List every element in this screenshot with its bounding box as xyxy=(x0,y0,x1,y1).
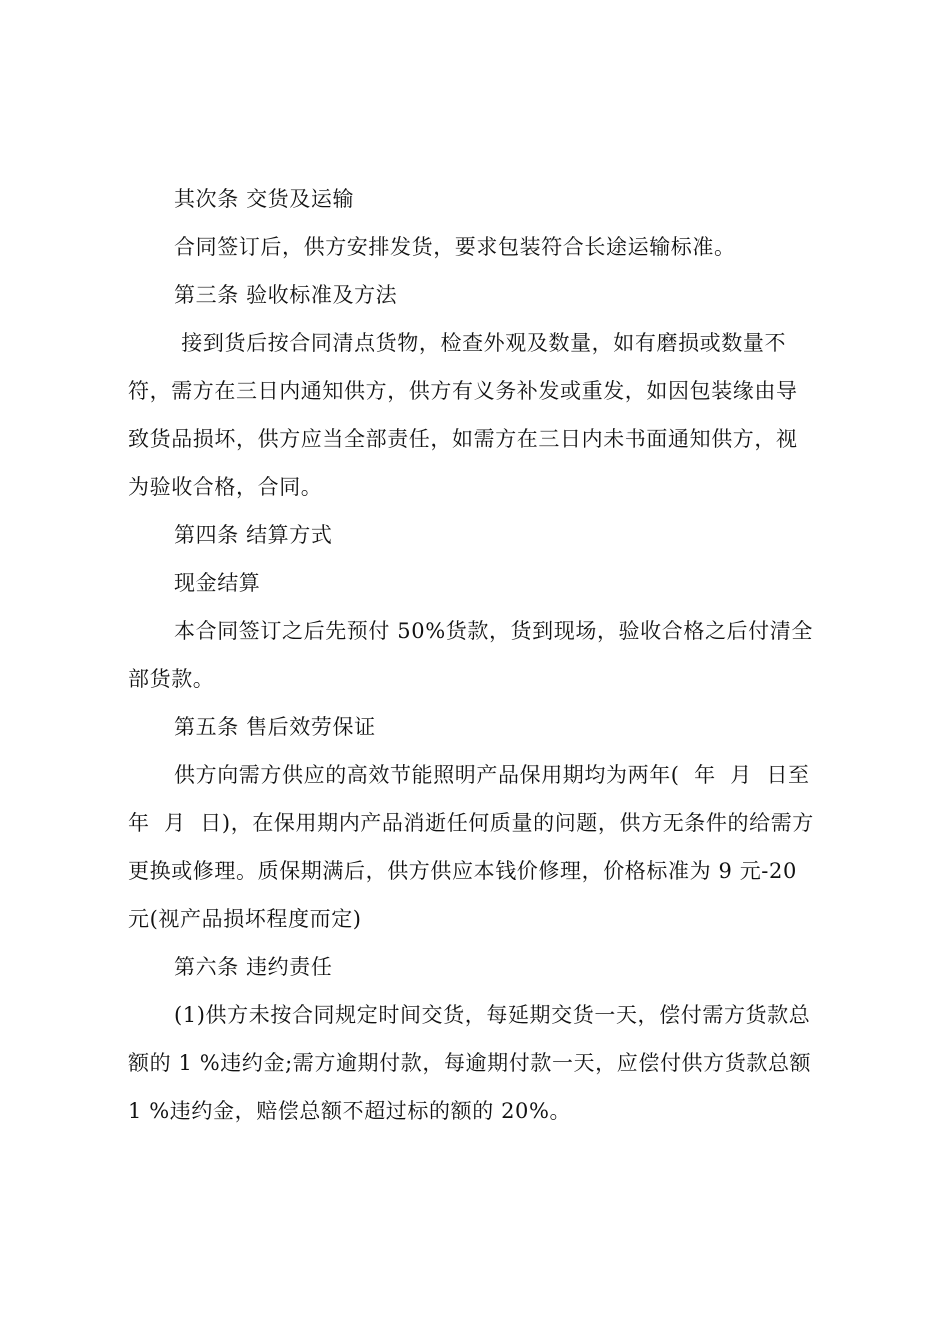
section-6-body-line-3: 1 %违约金，赔偿总额不超过标的额的 20%。 xyxy=(128,1099,572,1123)
section-4-body-line-2: 部货款。 xyxy=(128,667,215,691)
section-6-title: 第六条 违约责任 xyxy=(174,955,333,979)
section-3-body-line-2: 符，需方在三日内通知供方，供方有义务补发或重发，如因包装缘由导 xyxy=(128,379,798,403)
section-5-body-line-1: 供方向需方供应的高效节能照明产品保用期均为两年( 年 月 日至 xyxy=(174,763,810,787)
section-4-body-line-1: 本合同签订之后先预付 50%货款，货到现场，验收合格之后付清全 xyxy=(174,619,813,643)
section-3-body-line-1: 接到货后按合同清点货物，检查外观及数量，如有磨损或数量不 xyxy=(174,331,787,355)
section-5-body-line-3: 更换或修理。质保期满后，供方供应本钱价修理，价格标准为 9 元-20 xyxy=(128,859,797,883)
section-3-body-line-3: 致货品损坏，供方应当全部责任，如需方在三日内未书面通知供方，视 xyxy=(128,427,798,451)
section-6-body-line-2: 额的 1 %违约金;需方逾期付款，每逾期付款一天，应偿付供方货款总额 xyxy=(128,1051,812,1075)
section-4-subtitle: 现金结算 xyxy=(174,571,261,595)
section-6-body-line-1: (1)供方未按合同规定时间交货，每延期交货一天，偿付需方货款总 xyxy=(174,1003,811,1027)
section-2-title: 其次条 交货及运输 xyxy=(174,187,355,211)
section-3-body-line-4: 为验收合格，合同。 xyxy=(128,475,323,499)
section-3-title: 第三条 验收标准及方法 xyxy=(174,283,398,307)
section-5-title: 第五条 售后效劳保证 xyxy=(174,715,376,739)
section-5-body-line-2: 年 月 日)，在保用期内产品消逝任何质量的问题，供方无条件的给需方 xyxy=(128,811,814,835)
section-4-title: 第四条 结算方式 xyxy=(174,523,333,547)
section-5-body-line-4: 元(视产品损坏程度而定) xyxy=(128,907,362,931)
section-2-body: 合同签订后，供方安排发货，要求包装符合长途运输标准。 xyxy=(174,235,736,259)
contract-body xyxy=(128,187,830,1123)
